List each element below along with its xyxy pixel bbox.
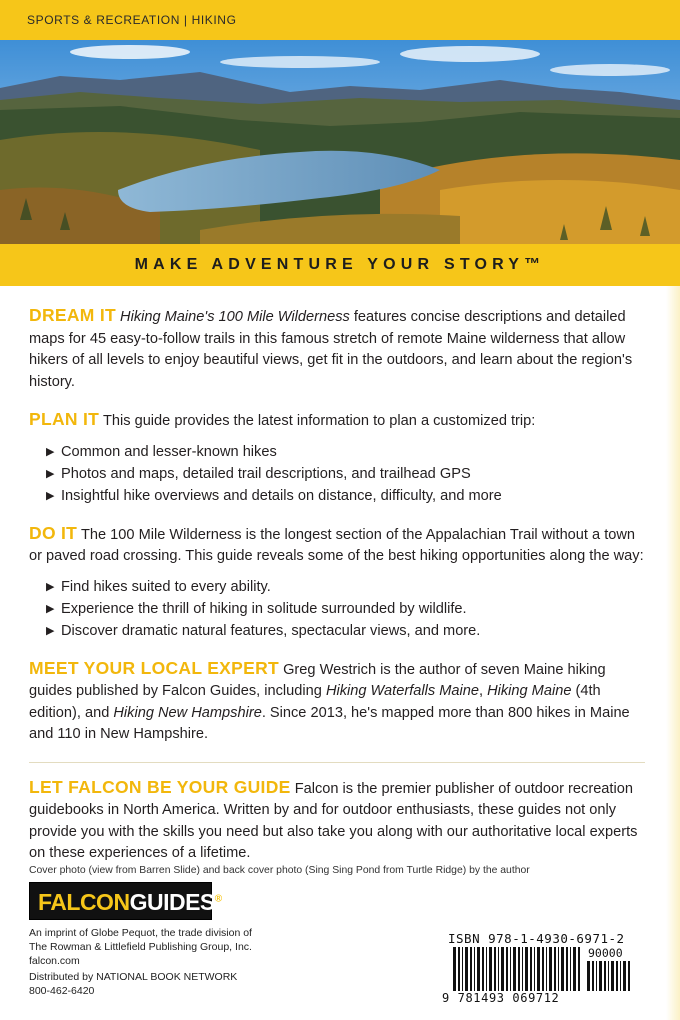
list-item: ▶ Insightful hike overviews and details on distance, difficulty, and more — [46, 485, 645, 507]
imprint-info: An imprint of Globe Pequot, the trade division of The Rowman & Littlefield Publishing Group, Inc. falcon.com — [29, 926, 319, 968]
barcode-digits: 9 781493 069712 — [442, 991, 560, 1005]
triangle-bullet-icon: ▶ — [46, 580, 55, 593]
expert-section: MEET YOUR LOCAL EXPERT Greg Westrich is the author of seven Maine hiking guides published by Falcon Guides, including Hiking Waterfalls Maine, Hiking Maine (4th edition), and Hiking New Hampshire. Since 2013, he's mapped more than 800 hikes in Maine and 110 in New Hampshire. — [29, 657, 630, 742]
do-it-lead: DO IT — [29, 522, 78, 543]
logo-part-2: GUIDES — [129, 889, 215, 915]
tagline: MAKE ADVENTURE YOUR STORY™ — [134, 256, 546, 273]
falcon-guides-logo — [29, 882, 222, 920]
expert-lead: MEET YOUR LOCAL EXPERT — [29, 657, 280, 678]
list-item: ▶ Experience the thrill of hiking in solitude surrounded by wildlife. — [46, 598, 645, 620]
dream-it-body: features concise descriptions and detailed maps for 45 easy-to-follow trails in this famous stretch of remote Maine wilderness that allow hikers of all levels to enjoy beautiful views, get fit in the outdoors, and learn about the region's history. — [29, 309, 633, 390]
addon-bars-icon — [587, 961, 633, 991]
price-code: 90000 — [588, 946, 623, 960]
photo-credit: Cover photo (view from Barren Slide) and back cover photo (Sing Sing Pond from Turtle Ridge) by the author — [29, 865, 530, 876]
triangle-bullet-icon: ▶ — [46, 467, 55, 480]
category-label: SPORTS & RECREATION | HIKING — [27, 13, 237, 27]
logo-part-1: FALCON — [38, 889, 130, 915]
edge-shade — [666, 286, 680, 1020]
distribution-info: Distributed by NATIONAL BOOK NETWORK 800-462-6420 — [29, 970, 319, 998]
back-cover-copy — [29, 305, 645, 881]
book-title: Hiking Waterfalls Maine — [325, 683, 479, 699]
barcode-bars-icon — [453, 947, 581, 991]
triangle-bullet-icon: ▶ — [46, 489, 55, 502]
publisher-website[interactable]: falcon.com — [29, 955, 80, 967]
triangle-bullet-icon: ▶ — [46, 445, 55, 458]
book-title: Hiking New Hampshire — [113, 704, 262, 721]
list-item: ▶ Photos and maps, detailed trail descriptions, and trailhead GPS — [46, 463, 645, 485]
phone-number: 800-462-6420 — [29, 985, 95, 997]
cover-photo — [0, 40, 680, 244]
divider — [29, 762, 645, 763]
list-item: ▶ Find hikes suited to every ability. — [46, 576, 645, 598]
isbn-barcode — [440, 931, 640, 1006]
falcon-body: Falcon is the premier publisher of outdoor recreation guidebooks in North America. Written by and for outdoor enthusiasts, these guides not only provide you with the skills you need but also take you along with our authoritative local experts on these experiences of a lifetime. — [29, 780, 638, 861]
plan-it-section — [29, 409, 645, 507]
do-it-list — [46, 576, 645, 642]
falcon-section — [29, 777, 645, 865]
isbn-label: ISBN 978-1-4930-6971-2 — [448, 931, 625, 946]
book-title: Hiking Maine's 100 Mile Wilderness — [120, 309, 350, 325]
triangle-bullet-icon: ▶ — [46, 602, 55, 615]
registered-mark: ® — [214, 893, 222, 905]
falcon-lead: LET FALCON BE YOUR GUIDE — [29, 776, 291, 797]
plan-it-body: This guide provides the latest information to plan a customized trip: — [102, 413, 536, 429]
triangle-bullet-icon: ▶ — [46, 624, 55, 637]
do-it-body: The 100 Mile Wilderness is the longest section of the Appalachian Trail without a town or paved road crossing. This guide reveals some of the best hiking opportunities along the way: — [29, 526, 644, 564]
do-it-section — [29, 523, 645, 642]
dream-it-lead: DREAM IT — [29, 305, 116, 325]
plan-it-lead: PLAN IT — [29, 409, 100, 429]
lake-landscape-photo — [0, 40, 680, 244]
book-title: Hiking Maine — [487, 683, 572, 699]
list-item: ▶ Discover dramatic natural features, spectacular views, and more. — [46, 620, 645, 642]
plan-it-list — [46, 441, 645, 507]
list-item: ▶ Common and lesser-known hikes — [46, 441, 645, 463]
dream-it-section — [29, 305, 645, 393]
